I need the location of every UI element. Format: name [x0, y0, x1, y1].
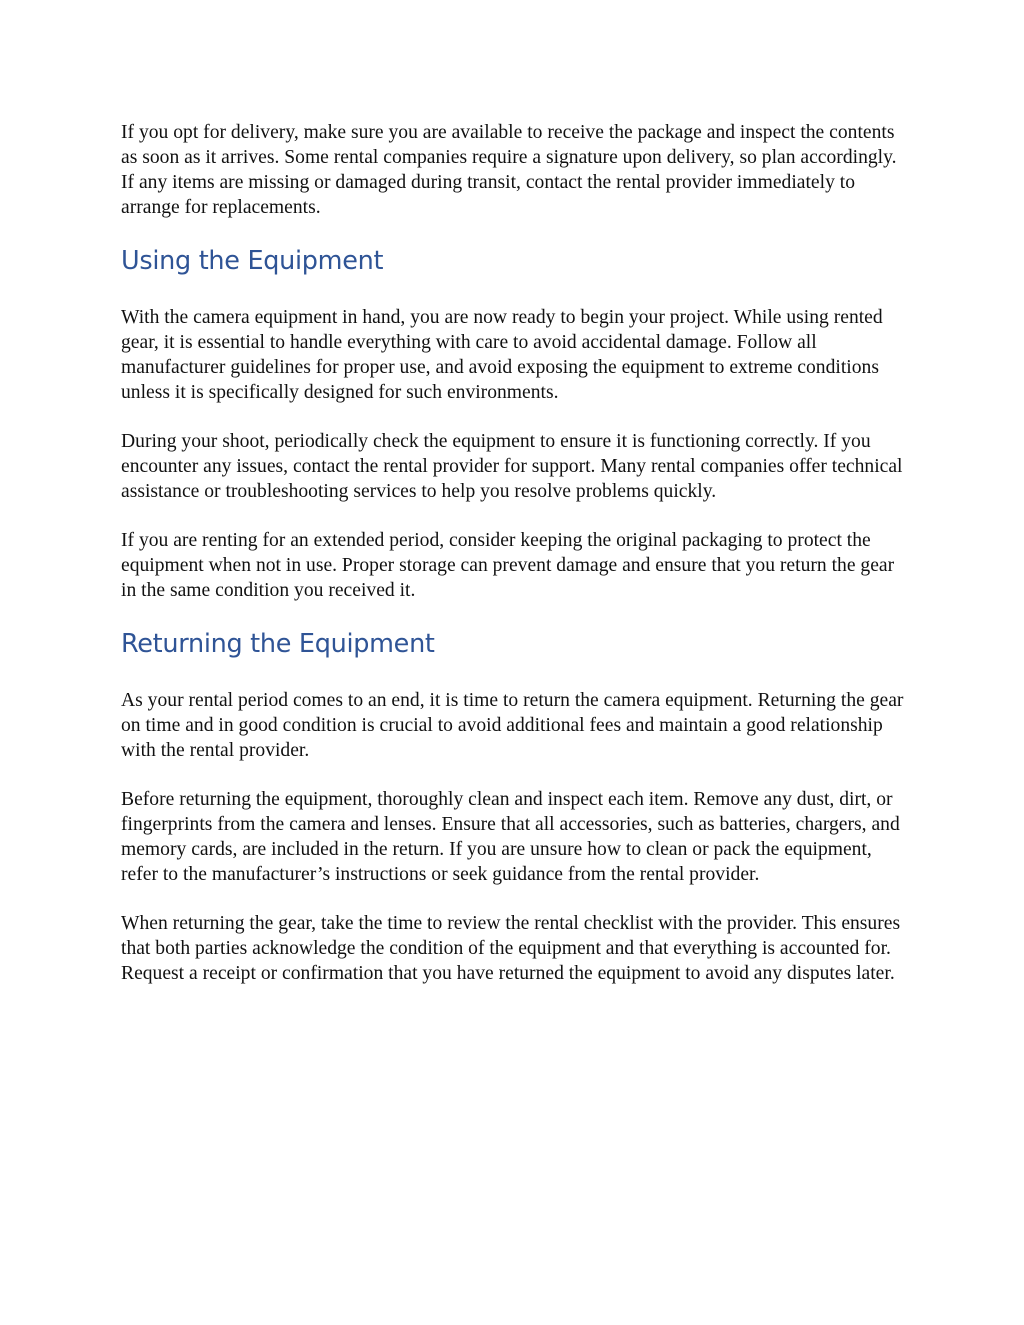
- document-page: [121, 120, 911, 1010]
- returning-paragraph-1: As your rental period comes to an end, it is time to return the camera equipment. Returning the gear on time and in good condition is crucial to avoid additional fees and maintain a good relationship with the rental provider.: [121, 690, 904, 761]
- using-paragraph-3: If you are renting for an extended period, consider keeping the original packaging to protect the equipment when not in use. Proper storage can prevent damage and ensure that you return the gear in the same condition you received it.: [121, 530, 895, 601]
- intro-paragraph: If you opt for delivery, make sure you are available to receive the package and inspect the contents as soon as it arrives. Some rental companies require a signature upon delivery, so plan accordingly. If any items are missing or damaged during transit, contact the rental provider immediately to arrange for replacements.: [121, 122, 897, 218]
- section-heading-returning-equipment: Returning the Equipment: [121, 629, 435, 659]
- returning-paragraph-2: Before returning the equipment, thoroughly clean and inspect each item. Remove any dust, dirt, or fingerprints from the camera and lenses. Ensure that all accessories, such as batteries, chargers, and memory cards, are included in the return. If you are unsure how to clean or pack the equipment, refer to the manufacturer’s instructions or seek guidance from the rental provider.: [121, 789, 900, 885]
- using-paragraph-1: With the camera equipment in hand, you are now ready to begin your project. While using rented gear, it is essential to handle everything with care to avoid accidental damage. Follow all manufacturer guidelines for proper use, and avoid exposing the equipment to extreme conditions unless it is specifically designed for such environments.: [121, 307, 883, 403]
- returning-paragraph-3: When returning the gear, take the time to review the rental checklist with the provider. This ensures that both parties acknowledge the condition of the equipment and that everything is accounted for. Request a receipt or confirmation that you have returned the equipment to avoid any disputes later.: [121, 913, 901, 984]
- section-heading-using-equipment: Using the Equipment: [121, 246, 384, 276]
- using-paragraph-2: During your shoot, periodically check the equipment to ensure it is functioning correctly. If you encounter any issues, contact the rental provider for support. Many rental companies offer technical assistance or troubleshooting services to help you resolve problems quickly.: [121, 431, 903, 502]
